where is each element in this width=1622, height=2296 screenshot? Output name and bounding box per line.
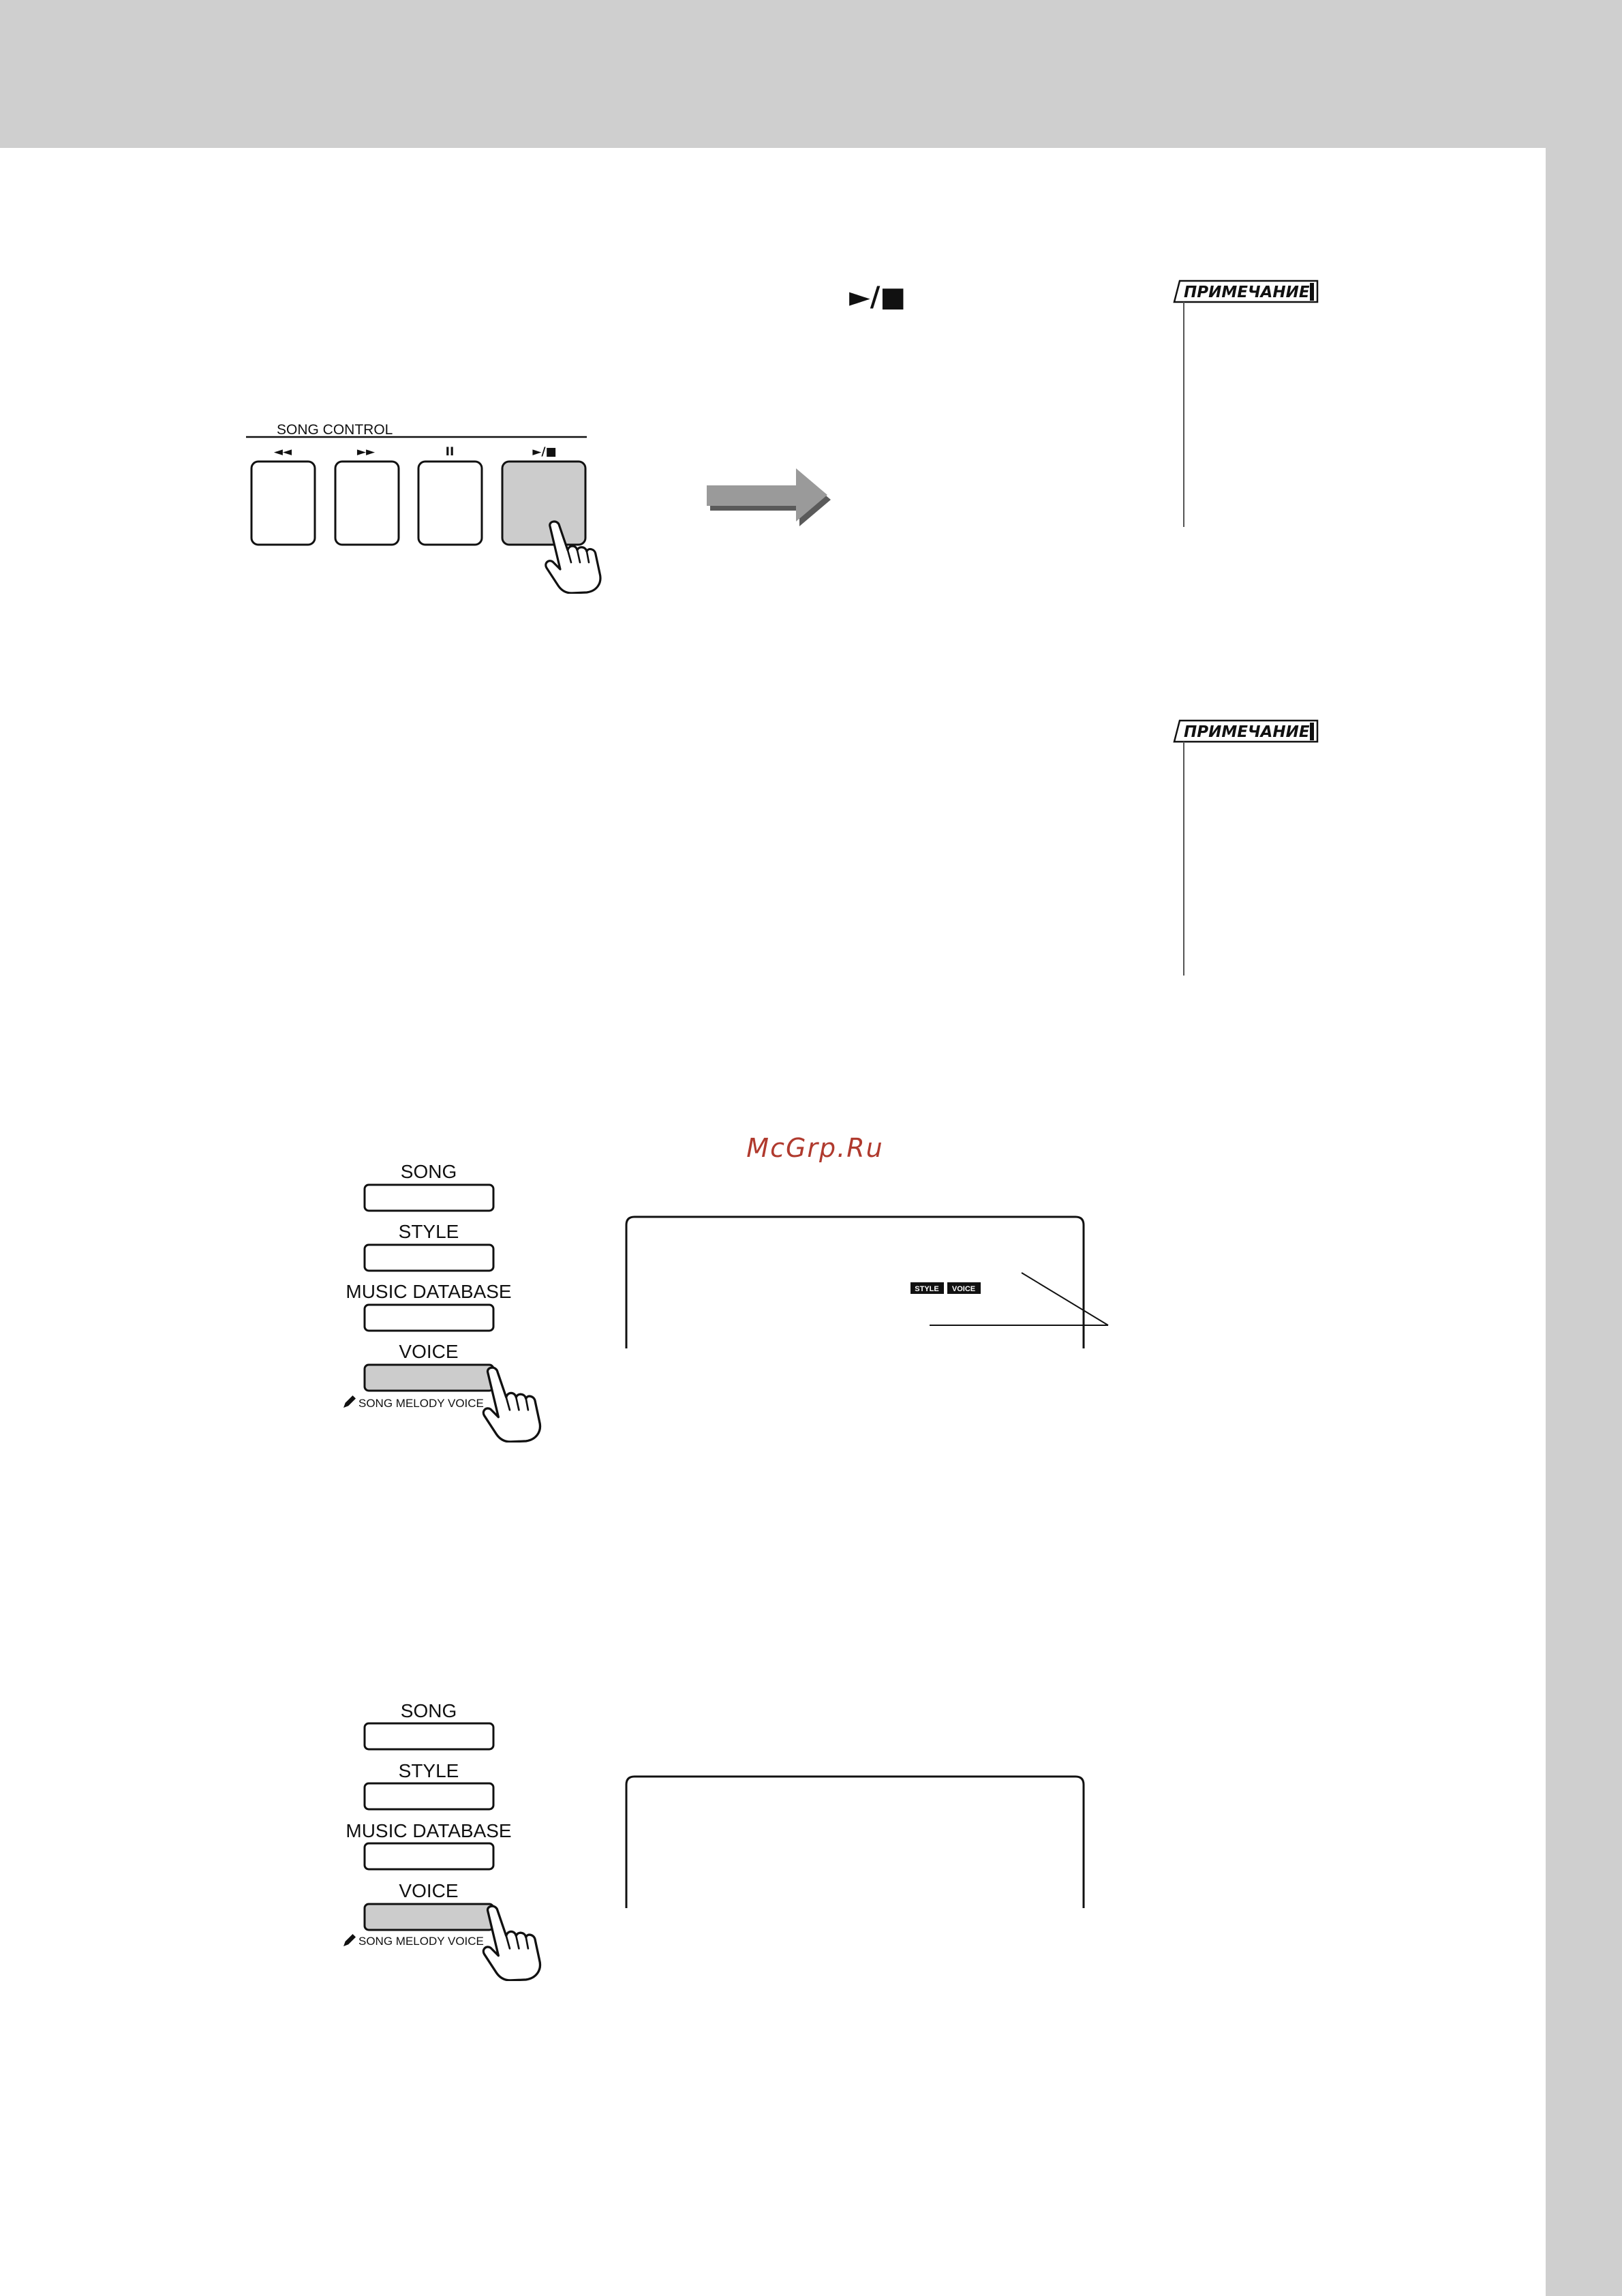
mode-button-panel-1 (343, 1161, 540, 1442)
rewind-button (251, 462, 315, 545)
music-database-label: MUSIC DATABASE (346, 1281, 512, 1302)
music-database-button (365, 1305, 493, 1331)
song-control-panel (246, 422, 600, 593)
style-button (365, 1245, 493, 1271)
fast-forward-button (335, 462, 399, 545)
voice-label: VOICE (399, 1880, 459, 1901)
voice-label: VOICE (399, 1341, 459, 1362)
hand-pointer-icon (483, 1368, 540, 1442)
pencil-icon (343, 1395, 356, 1408)
music-database-button (365, 1843, 493, 1869)
play-stop-symbol: ►/■ (849, 282, 906, 313)
watermark: McGrp.Ru (746, 1133, 884, 1163)
song-melody-voice-label: SONG MELODY VOICE (358, 1397, 484, 1410)
pause-button (418, 462, 482, 545)
style-button (365, 1783, 493, 1809)
style-label: STYLE (398, 1760, 459, 1781)
song-melody-voice-label: SONG MELODY VOICE (358, 1935, 484, 1948)
music-database-label: MUSIC DATABASE (346, 1820, 512, 1841)
mode-button-panel-2 (343, 1700, 540, 1980)
note-label: ПРИМЕЧАНИЕ (1184, 284, 1310, 301)
voice-badge-label: VOICE (951, 1285, 976, 1293)
hand-pointer-icon (483, 1906, 540, 1980)
pause-icon: II (445, 445, 455, 459)
fast-forward-icon: ►► (356, 445, 376, 459)
pencil-icon (343, 1934, 356, 1946)
rewind-icon: ◄◄ (273, 445, 292, 459)
right-arrow-icon (707, 468, 831, 526)
song-button (365, 1185, 493, 1211)
leader-line (1022, 1273, 1108, 1325)
style-label: STYLE (398, 1221, 459, 1242)
song-label: SONG (400, 1161, 457, 1182)
style-badge-label: STYLE (915, 1285, 939, 1293)
lcd-display-2 (626, 1777, 1084, 1908)
song-control-title: SONG CONTROL (277, 422, 393, 438)
note-label: ПРИМЕЧАНИЕ (1184, 723, 1310, 741)
note-box-1 (1174, 281, 1317, 527)
play-stop-icon: ►/■ (532, 445, 557, 459)
lcd-frame (626, 1217, 1084, 1348)
note-box-2 (1174, 721, 1317, 976)
lcd-display-1 (626, 1217, 1108, 1348)
voice-button (365, 1904, 493, 1930)
lcd-frame (626, 1777, 1084, 1908)
song-button (365, 1723, 493, 1749)
voice-button (365, 1365, 493, 1391)
play-stop-button (502, 462, 585, 545)
note-bar-icon (1310, 283, 1314, 301)
note-bar-icon (1310, 723, 1314, 740)
song-label: SONG (400, 1700, 457, 1721)
